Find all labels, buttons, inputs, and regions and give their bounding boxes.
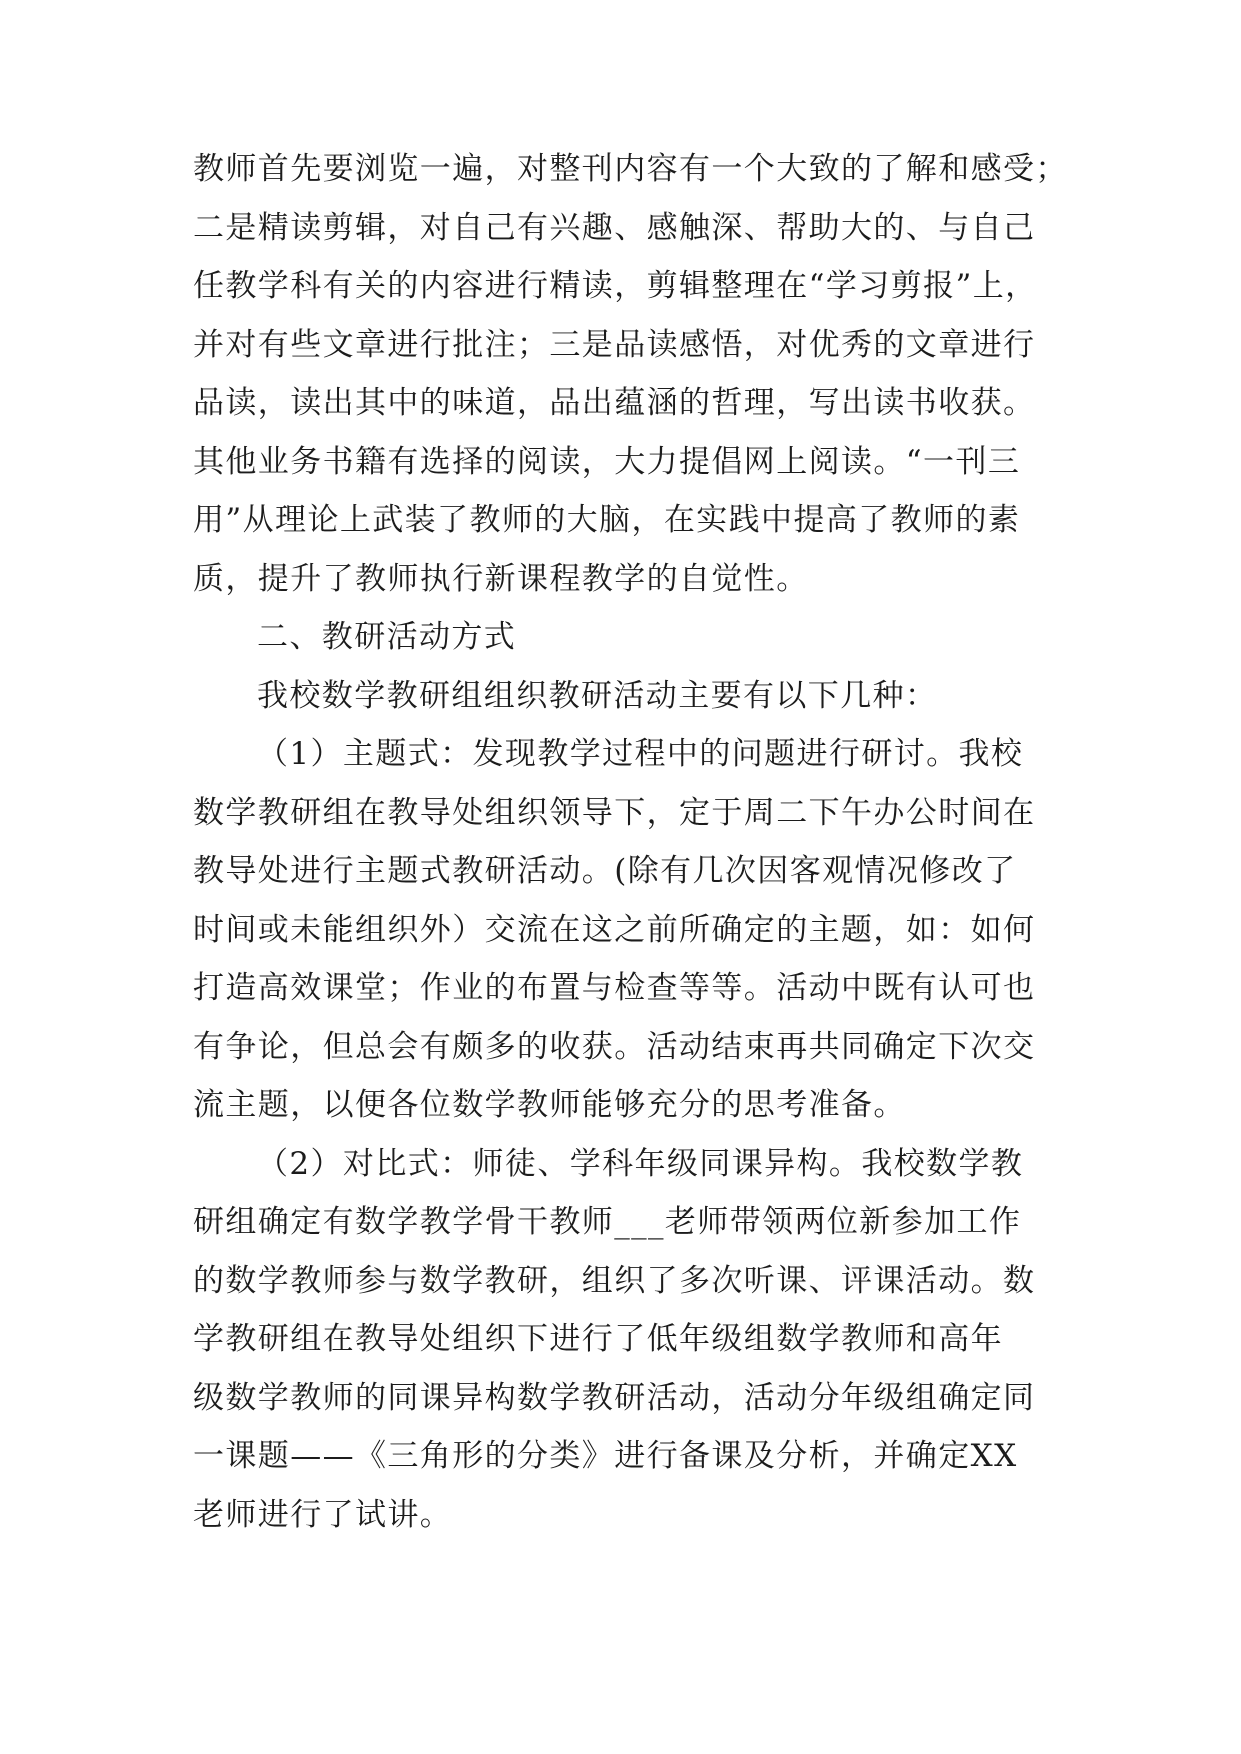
text-line: 老师进行了试讲。 [193, 1496, 453, 1533]
paragraph-first-line: 二、教研活动方式 [257, 619, 517, 655]
text-line: 时间或未能组织外）交流在这之前所确定的主题，如：如何 [193, 911, 1036, 948]
text-line: 的数学教师参与数学教研，组织了多次听课、评课活动。数 [193, 1262, 1036, 1299]
text-line: 质，提升了教师执行新课程教学的自觉性。 [193, 560, 809, 597]
text-line: 教导处进行主题式教研活动。(除有几次因客观情况修改了 [193, 853, 1017, 889]
text-line: 品读，读出其中的味道，品出蕴涵的哲理，写出读书收获。 [193, 385, 1036, 421]
text-line: 用”从理论上武装了教师的大脑，在实践中提高了教师的素 [193, 502, 1021, 538]
text-line: 学教研组在教导处组织下进行了低年级组数学教师和高年 [193, 1321, 1003, 1357]
text-line: 数学教研组在教导处组织领导下，定于周二下午办公时间在 [193, 794, 1036, 831]
text-line: 并对有些文章进行批注；三是品读感悟，对优秀的文章进行 [193, 326, 1036, 363]
text-line: 二是精读剪辑，对自己有兴趣、感触深、帮助大的、与自己 [193, 209, 1036, 246]
text-line: 一课题——《三角形的分类》进行备课及分析，并确定XX [193, 1438, 1018, 1474]
text-line: 打造高效课堂；作业的布置与检查等等。活动中既有认可也 [193, 970, 1036, 1006]
text-line: 流主题，以便各位数学教师能够充分的思考准备。 [193, 1087, 906, 1123]
text-line: 级数学教师的同课异构数学教研活动，活动分年级组确定同 [193, 1379, 1036, 1416]
text-line: 任教学科有关的内容进行精读，剪辑整理在“学习剪报”上， [193, 268, 1038, 304]
paragraph-first-line: （2）对比式：师徒、学科年级同课异构。我校数学教 [257, 1145, 1024, 1182]
text-line: 其他业务书籍有选择的阅读，大力提倡网上阅读。“一刊三 [193, 443, 1021, 480]
text-line: 教师首先要浏览一遍，对整刊内容有一个大致的了解和感受； [193, 151, 1068, 187]
paragraph-first-line: 我校数学教研组组织教研活动主要有以下几种： [257, 677, 938, 714]
document-body [193, 140, 1068, 1544]
text-line: 有争论，但总会有颇多的收获。活动结束再共同确定下次交 [193, 1028, 1036, 1065]
paragraph-first-line: （1）主题式：发现教学过程中的问题进行研讨。我校 [257, 736, 1024, 772]
text-line: 研组确定有数学教学骨干教师___老师带领两位新参加工作 [193, 1204, 1022, 1240]
